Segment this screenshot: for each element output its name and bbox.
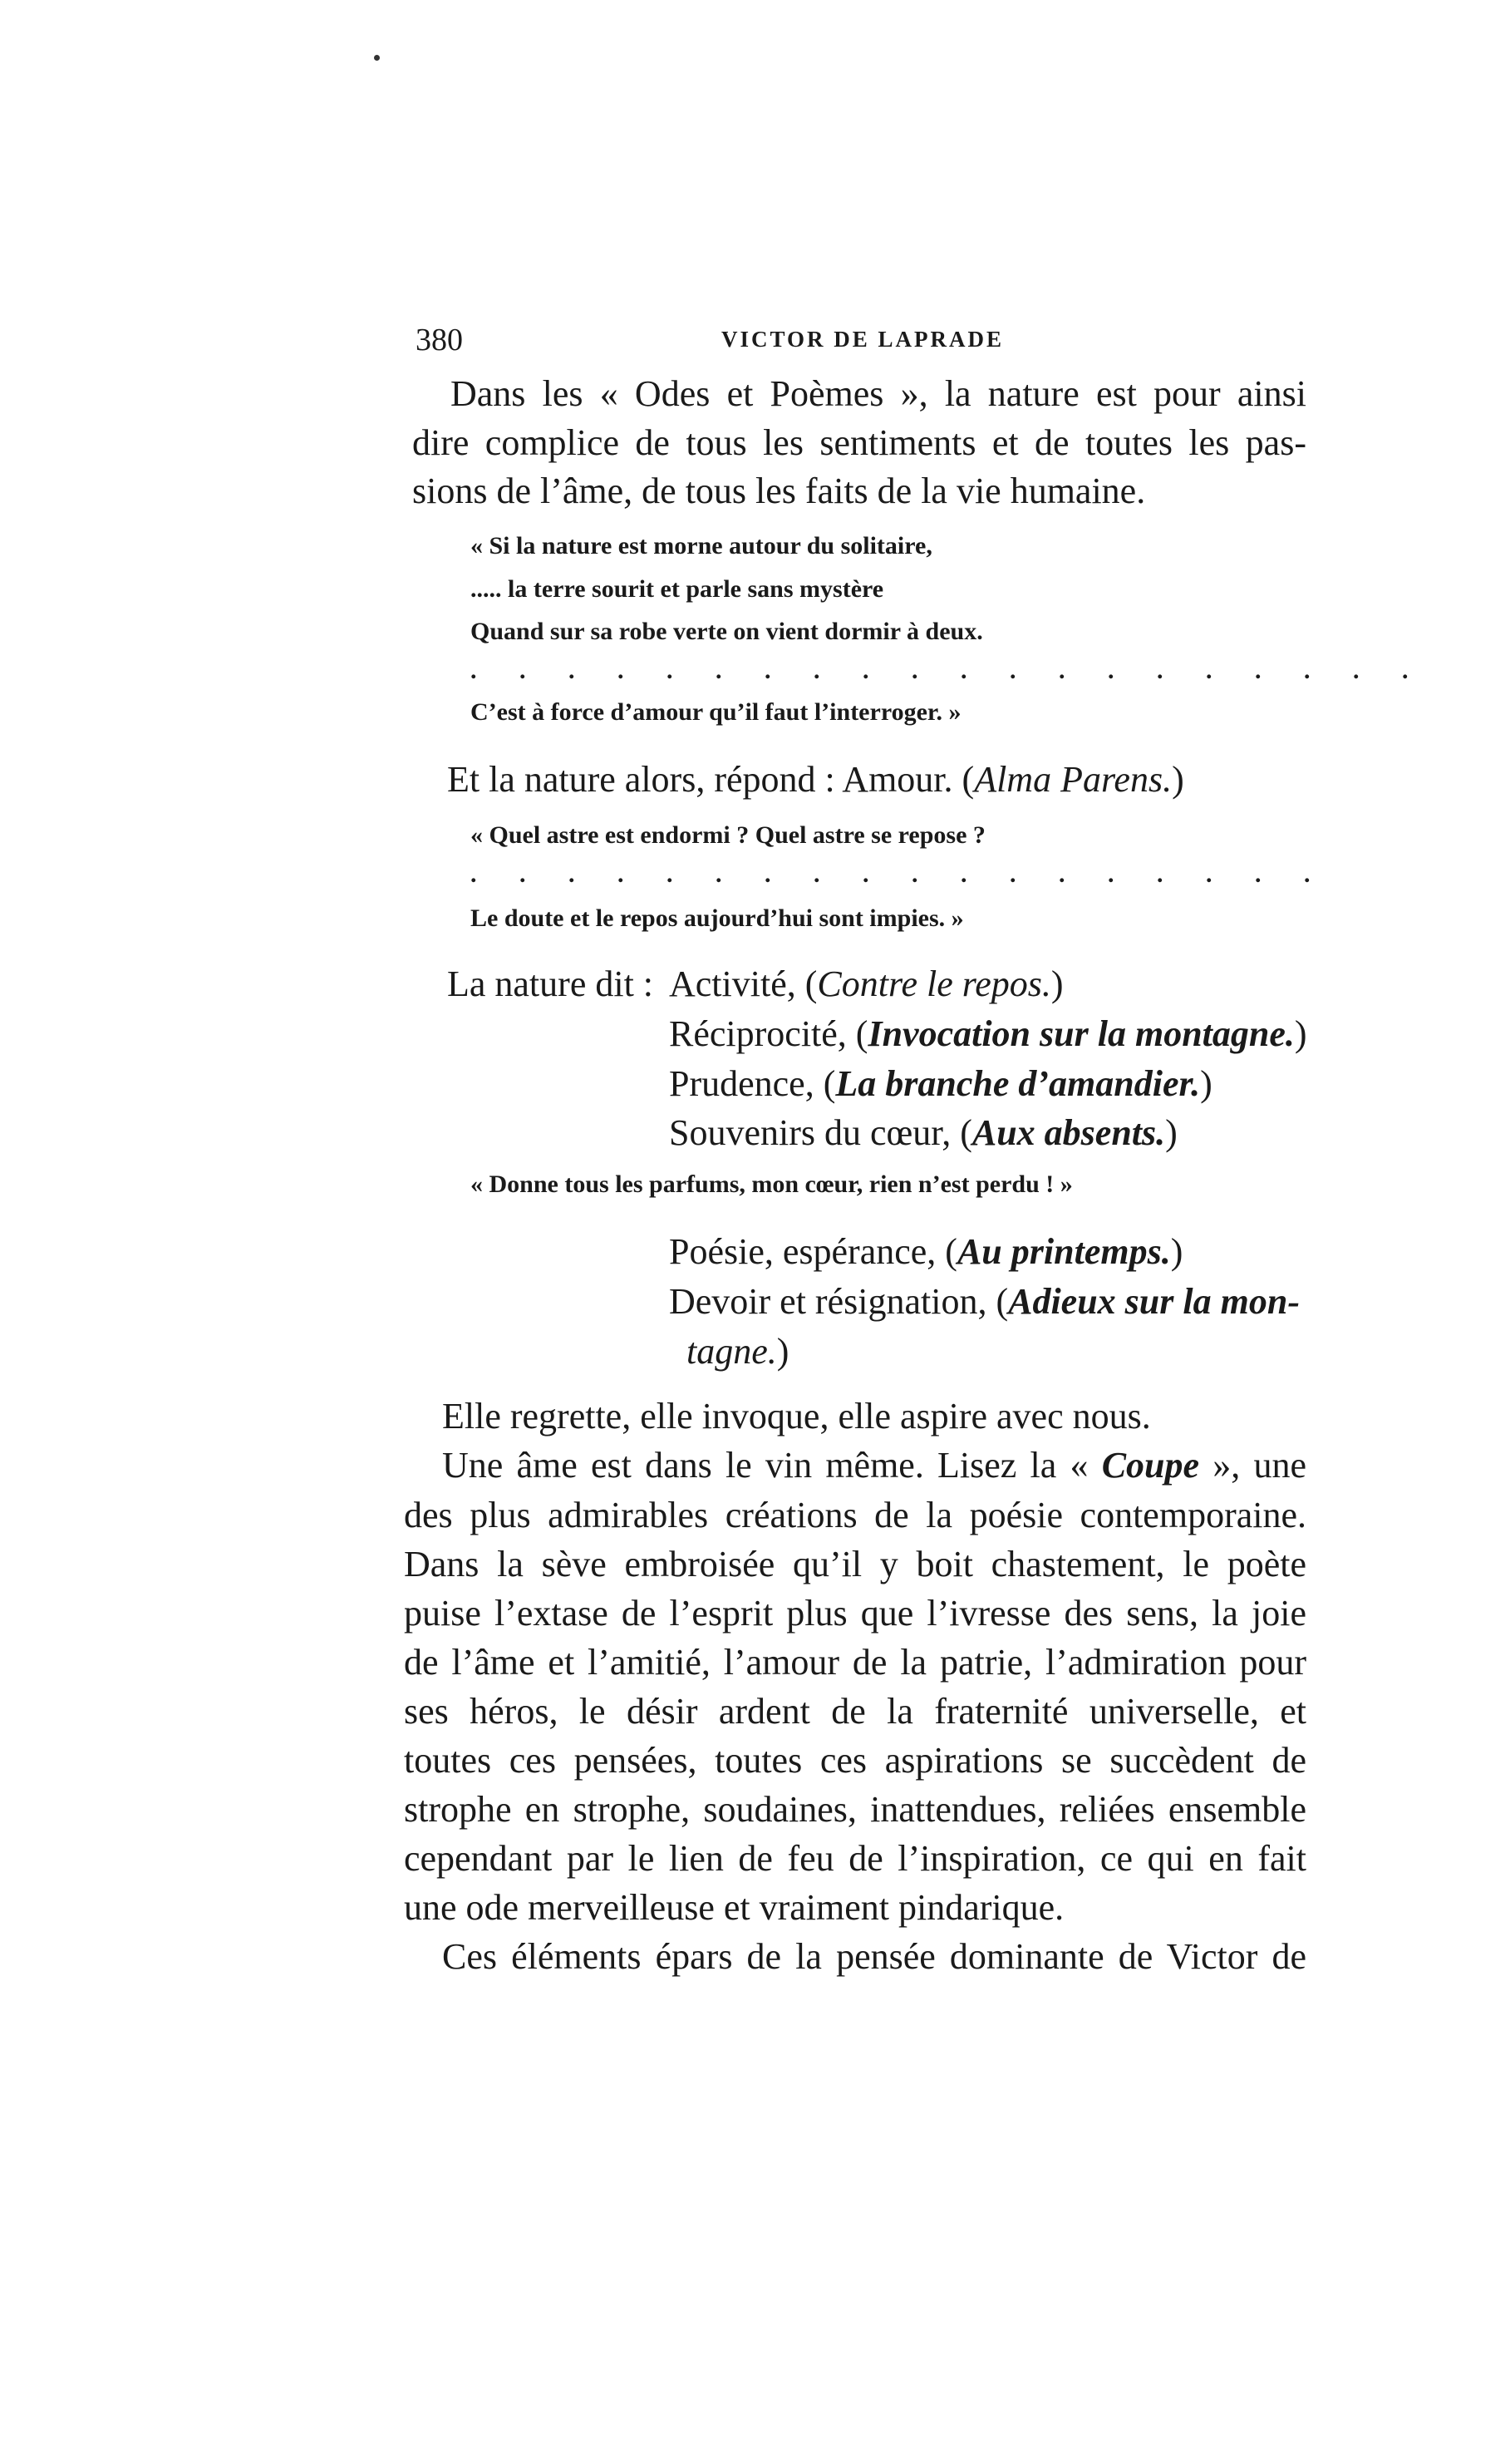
p3-line1: Une âme est dans le vin même. Lisez la « Coupe », une xyxy=(442,1445,1307,1486)
list-item: Activité, (Contre le repos.) xyxy=(669,963,1064,1004)
p3-line5: de l’âme et l’amitié, l’amour de la patrie, l’admiration pour xyxy=(404,1642,1306,1683)
quote2-line2: Le doute et le repos aujourd’hui sont impies. » xyxy=(470,904,964,932)
list-item: Réciprocité, (Invocation sur la montagne.) xyxy=(669,1013,1307,1054)
p1-line3: sions de l’âme, de tous les faits de la vie humaine. xyxy=(412,471,1146,511)
quote1-line3: Quand sur sa robe verte on vient dormir à deux. xyxy=(470,618,983,645)
list-item: Souvenirs du cœur, (Aux absents.) xyxy=(669,1112,1178,1153)
list-item: Prudence, (La branche d’amandier.) xyxy=(669,1063,1212,1104)
p1-line1: Dans les « Odes et Poèmes », la nature est pour ainsi xyxy=(450,373,1306,414)
p3-line3: Dans la sève embroisée qu’il y boit chastement, le poète xyxy=(404,1544,1306,1584)
quote1-line1: « Si la nature est morne autour du solitaire, xyxy=(470,532,932,559)
quote1-line4: C’est à force d’amour qu’il faut l’interroger. » xyxy=(470,698,962,726)
quote2-ellipsis: . . . . . . . . . . . . . . . . . . xyxy=(470,860,1329,888)
quote1-ellipsis: . . . . . . . . . . . . . . . . . . . . xyxy=(470,657,1427,684)
quote3-line1: « Donne tous les parfums, mon cœur, rien n’est perdu ! » xyxy=(470,1170,1073,1198)
list-intro: La nature dit : xyxy=(447,963,654,1004)
work-title: Alma Parens. xyxy=(974,759,1173,800)
p3-line8: strophe en strophe, soudaines, inattendues, reliées ensemble xyxy=(404,1789,1306,1830)
p4-line1: Ces éléments épars de la pensée dominante de Victor de xyxy=(442,1936,1306,1977)
p3-line9: cependant par le lien de feu de l’inspiration, ce qui en fait xyxy=(404,1838,1306,1879)
list-item-continuation: tagne.) xyxy=(686,1331,789,1372)
running-head: VICTOR DE LAPRADE xyxy=(721,327,1005,352)
p3-line6: ses héros, le désir ardent de la fraternité universelle, et xyxy=(404,1691,1306,1732)
quote2-line1: « Quel astre est endormi ? Quel astre se repose ? xyxy=(470,821,986,849)
p3-line7: toutes ces pensées, toutes ces aspirations se succèdent de xyxy=(404,1740,1306,1781)
quote1-line2: ..... la terre sourit et parle sans mystère xyxy=(470,575,884,603)
p3-line2: des plus admirables créations de la poésie contemporaine. xyxy=(404,1495,1306,1535)
p1-line2: dire complice de tous les sentiments et de toutes les pas- xyxy=(412,422,1306,463)
page-header xyxy=(0,322,1510,363)
speck xyxy=(374,55,380,61)
page-number: 380 xyxy=(416,323,463,357)
amour-line: Et la nature alors, répond : Amour. (Alma Parens.) xyxy=(447,759,1184,800)
list-item: Poésie, espérance, (Au printemps.) xyxy=(669,1231,1183,1272)
p3-line4: puise l’extase de l’esprit plus que l’ivresse des sens, la joie xyxy=(404,1593,1306,1634)
p2-line1: Elle regrette, elle invoque, elle aspire avec nous. xyxy=(442,1396,1151,1437)
p3-line10: une ode merveilleuse et vraiment pindarique. xyxy=(404,1887,1065,1928)
list-item: Devoir et résignation, (Adieux sur la mon- xyxy=(669,1281,1300,1322)
